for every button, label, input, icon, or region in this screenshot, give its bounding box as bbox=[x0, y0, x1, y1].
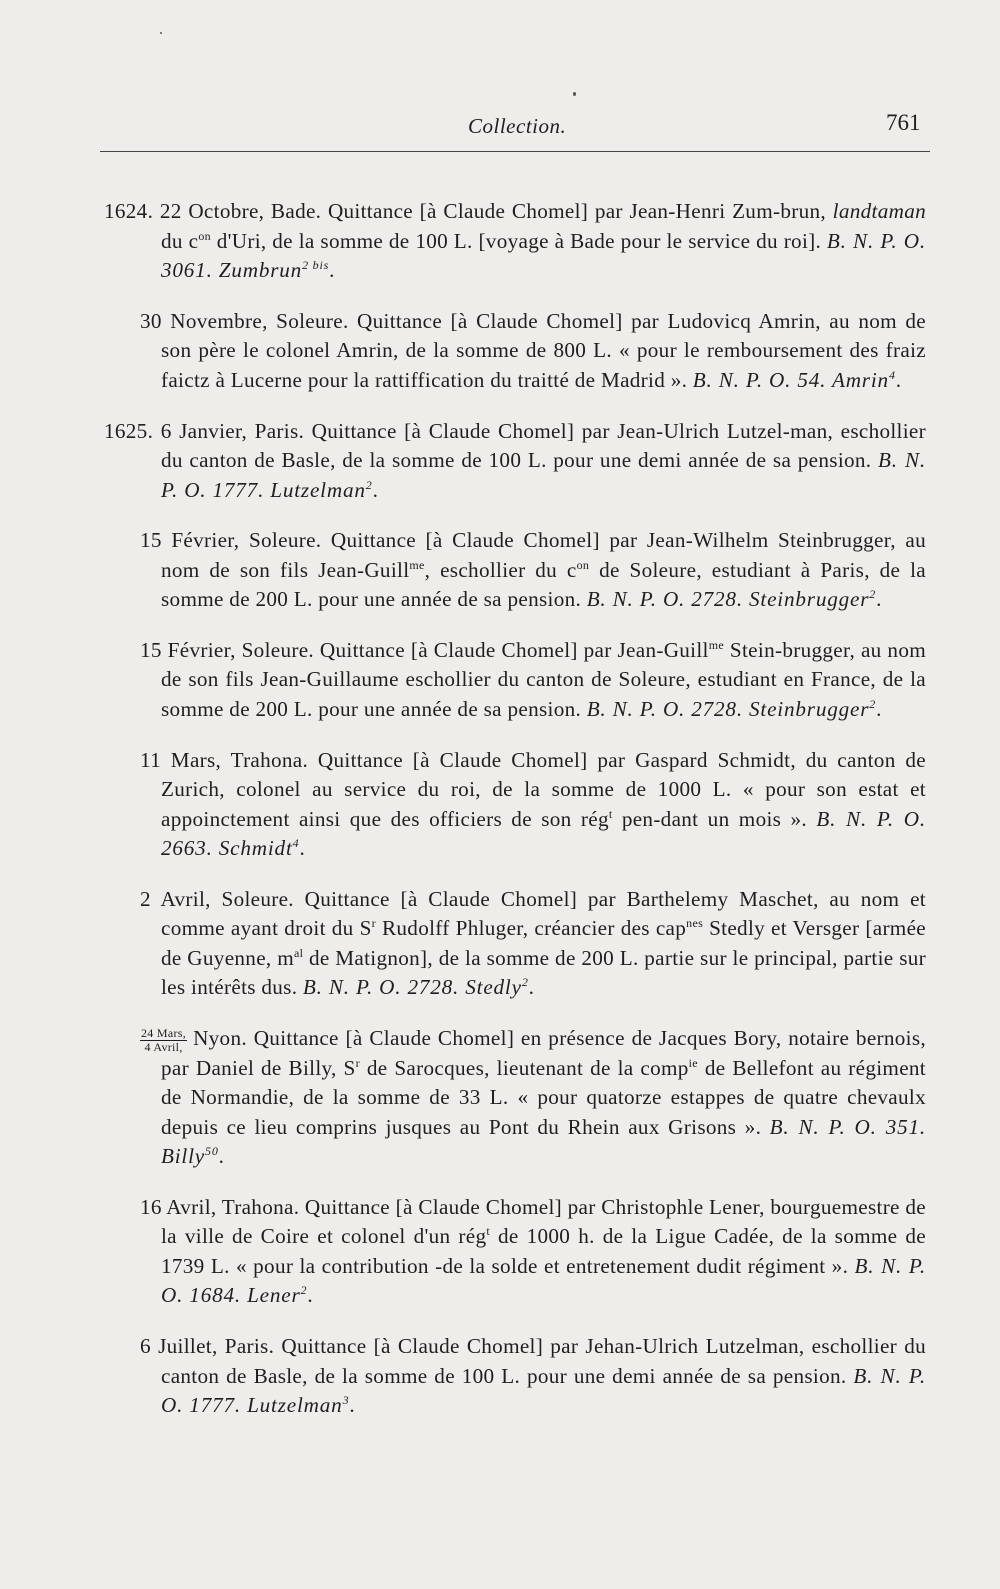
date-old-style: 24 Mars, bbox=[141, 1025, 187, 1040]
entry-superscript: r bbox=[371, 916, 376, 931]
entry-reference: B. N. P. O. 2728. Stedly bbox=[302, 975, 522, 1000]
entry-text: Stein-brugger, au nom de son fils Jean-Guillaume eschollier du canton de Soleure, estudiant en France, de la somme de 200 L. pour une année de sa pension. bbox=[161, 637, 926, 721]
entry-superscript: t bbox=[608, 806, 613, 821]
entry-text: , eschollier du c bbox=[424, 557, 577, 582]
entry-note: 4 bbox=[292, 836, 300, 851]
entry-text: 15 Février, Soleure. Quittance [à Claude Chomel] par Jean-Wilhelm Steinbrugger, au nom de son fils Jean-Guill bbox=[140, 528, 926, 582]
entry-note: 50 bbox=[205, 1144, 219, 1159]
entry-note: 4 bbox=[888, 367, 896, 382]
entry-text: 6 Juillet, Paris. Quittance [à Claude Chomel] par Jehan-Ulrich Lutzelman, eschollier du canton de Basle, de la somme de 100 L. pour une demi année de sa pension. bbox=[140, 1334, 926, 1388]
entry-text: 30 Novembre, Soleure. Quittance [à Claude Chomel] par Ludovicq Amrin, au nom de son père le colonel Amrin, de la somme de 800 L. « pour le remboursement des fraiz faictz à Lucerne pour la rattiffication du traitté de Madrid ». bbox=[140, 308, 926, 392]
page-number: 761 bbox=[886, 110, 921, 135]
entry-reference: B. N. P. O. 2728. Steinbrugger bbox=[586, 587, 870, 612]
entry-end: . bbox=[372, 477, 379, 502]
entry-reference: B. N. P. O. 351. Billy bbox=[161, 1114, 926, 1169]
entry-note: 2 bbox=[869, 587, 877, 602]
entry-text: de Matignon], de la somme de 200 L. partie sur le principal, partie sur les intérêts dus. bbox=[161, 945, 926, 1000]
entry-text: pen-dant un mois ». bbox=[612, 806, 817, 831]
entry-text: 22 Octobre, Bade. Quittance [à Claude Chomel] par Jean-Henri Zum-brun, bbox=[159, 199, 833, 224]
entry-1625-01-06 bbox=[104, 417, 926, 506]
entry-reference: B. N. P. O. 3061. Zumbrun bbox=[161, 228, 927, 283]
entry-superscript: on bbox=[576, 557, 590, 572]
entry-reference: B. N. P. O. 1777. Lutzelman bbox=[161, 1363, 926, 1418]
entry-note: 3 bbox=[342, 1392, 350, 1407]
entry-1625-07-06 bbox=[104, 1332, 926, 1421]
header-rule bbox=[100, 151, 930, 152]
entry-text: du c bbox=[161, 228, 199, 253]
entry-text: 11 Mars, Trahona. Quittance [à Claude Chomel] par Gaspard Schmidt, du canton de Zurich, colonel au service du roi, de la somme de 1000 L. « pour son estat et appoinctement ainsi que des officiers de son rég bbox=[140, 747, 926, 831]
entry-text: de Soleure, estudiant à Paris, de la somme de 200 L. pour une année de sa pension. bbox=[161, 557, 926, 612]
entry-text: 16 Avril, Trahona. Quittance [à Claude Chomel] par Christophle Lener, bourguemestre de la ville de Coire et colonel d'un rég bbox=[140, 1194, 926, 1249]
entry-text: Nyon. Quittance [à Claude Chomel] en présence de Jacques Bory, notaire bernois, par Daniel de Billy, S bbox=[161, 1026, 926, 1080]
entry-end: . bbox=[329, 258, 335, 283]
entry-reference: B. N. P. O. 2663. Schmidt bbox=[161, 806, 926, 861]
entry-text: Stedly et Versger [armée de Guyenne, m bbox=[161, 916, 926, 970]
entry-text: de Sarocques, lieutenant de la comp bbox=[359, 1055, 689, 1080]
entry-superscript: nes bbox=[686, 916, 704, 931]
entry-text: 2 Avril, Soleure. Quittance [à Claude Chomel] par Barthelemy Maschet, au nom et comme ayant droit du S bbox=[140, 886, 926, 941]
entry-end: . bbox=[299, 836, 306, 861]
entry-note: 2 bbox=[869, 696, 877, 711]
entry-1625-04-02 bbox=[104, 885, 926, 1003]
entry-reference: B. N. P. O. 2728. Steinbrugger bbox=[586, 696, 870, 721]
running-header bbox=[0, 110, 1000, 148]
entry-end: . bbox=[218, 1144, 225, 1169]
entry-text: 6 Janvier, Paris. Quittance [à Claude Chomel] par Jean-Ulrich Lutzel-man, eschollier du canton de Basle, de la somme de 100 L. pour une demi année de sa pension. bbox=[160, 418, 926, 473]
entry-end: . bbox=[307, 1283, 313, 1308]
entry-text: Rudolff Phluger, créancier des cap bbox=[375, 916, 687, 941]
entry-superscript: on bbox=[198, 228, 211, 243]
entry-note: 2 bbox=[521, 975, 529, 990]
entry-superscript: me bbox=[409, 557, 425, 572]
entry-note: 2 bis bbox=[302, 258, 330, 273]
entry-reference: B. N. P. O. 54. Amrin bbox=[692, 367, 889, 392]
entry-superscript: t bbox=[486, 1224, 491, 1239]
entry-italic-term: landtaman bbox=[832, 199, 926, 224]
entry-end: . bbox=[528, 975, 535, 1000]
entry-text: de Bellefont au régiment de Normandie, de la somme de 33 L. « pour quatorze estappes de quatre chevaulx depuis ce lieu comprins jusques au Pont du Rhein aux Grisons ». bbox=[161, 1055, 926, 1139]
paper-speck bbox=[160, 32, 162, 34]
entry-text: 15 Février, Soleure. Quittance [à Claude Chomel] par Jean-Guill bbox=[140, 637, 709, 662]
entry-superscript: ie bbox=[688, 1055, 698, 1070]
dual-date bbox=[140, 1027, 187, 1054]
entry-superscript: me bbox=[708, 637, 725, 652]
entry-end: . bbox=[895, 367, 902, 392]
entry-1625-03-24 bbox=[104, 1024, 926, 1172]
entry-1624-11-30 bbox=[104, 307, 926, 396]
entry-end: . bbox=[876, 696, 882, 721]
entry-1625-03-11 bbox=[104, 746, 926, 864]
entry-reference: B. N. P. O. 1684. Lener bbox=[161, 1253, 926, 1308]
entry-year: 1625. bbox=[104, 418, 154, 443]
entry-superscript: al bbox=[293, 945, 304, 960]
paper-speck bbox=[573, 92, 576, 96]
entry-text: d'Uri, de la somme de 100 L. [voyage à Bade pour le service du roi]. bbox=[210, 228, 827, 253]
entry-reference: B. N. P. O. 1777. Lutzelman bbox=[161, 448, 926, 502]
running-title: Collection. bbox=[468, 114, 567, 138]
entry-text: de 1000 h. de la Ligue Cadée, de la somme de 1739 L. « pour la contribution -de la solde et entretenement dudit régiment ». bbox=[161, 1224, 926, 1278]
entry-1625-02-15-b bbox=[104, 636, 926, 725]
entry-year: 1624. bbox=[104, 199, 154, 224]
date-new-style: 4 Avril, bbox=[144, 1039, 183, 1054]
entry-note: 2 bbox=[365, 477, 373, 492]
entry-1625-04-16 bbox=[104, 1193, 926, 1311]
entries-list bbox=[104, 176, 926, 1431]
entry-end: . bbox=[876, 587, 882, 612]
entry-1624-10-22 bbox=[104, 197, 926, 286]
entry-1625-02-15-a bbox=[104, 526, 926, 615]
entry-end: . bbox=[349, 1393, 355, 1418]
entry-note: 2 bbox=[300, 1283, 308, 1298]
entry-superscript: r bbox=[355, 1055, 360, 1070]
